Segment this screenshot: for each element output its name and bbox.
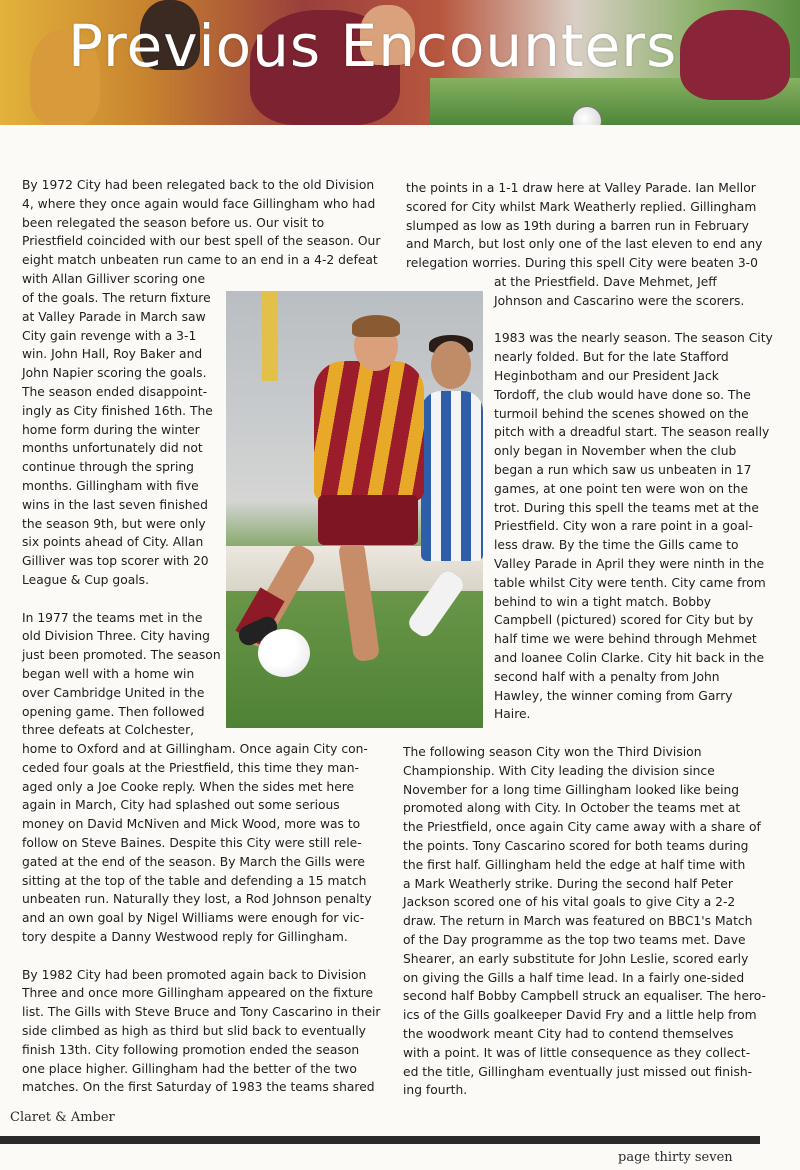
- text-line: the first half. Gillingham held the edge at half time with: [403, 857, 746, 872]
- text-line: months unfortunately did not: [22, 441, 203, 456]
- text-line: one place higher. Gillingham had the better of the two: [22, 1061, 357, 1076]
- text-line: and March, but lost only one of the last eleven to end any: [406, 237, 763, 252]
- text-line: League & Cup goals.: [22, 572, 149, 587]
- text-line: promoted along with City. In October the teams met at: [403, 801, 741, 816]
- text-line: table whilst City were tenth. City came from: [494, 575, 766, 590]
- text-line: The following season City won the Third Division: [403, 745, 702, 759]
- text-line: home to Oxford and at Gillingham. Once again City con-: [22, 742, 368, 756]
- text-line: games, at one point ten were won on the: [494, 481, 749, 496]
- player-hair: [352, 315, 400, 337]
- text-line: and loanee Colin Clarke. City hit back in the: [494, 650, 765, 665]
- text-line: tory despite a Danny Westwood reply for Gillingham.: [22, 929, 348, 944]
- text-line: the points in a 1-1 draw here at Valley Parade. Ian Mellor: [406, 181, 756, 195]
- right-column-bottom: [403, 743, 766, 1100]
- text-line: side climbed as high as third but slid back to eventually: [22, 1023, 366, 1038]
- text-line: Gilliver was top scorer with 20: [22, 554, 209, 569]
- text-line: follow on Steve Baines. Despite this City were still rele-: [22, 835, 362, 850]
- text-line: [494, 311, 773, 330]
- text-line: unbeaten run. Naturally they lost, a Rod Johnson penalty: [22, 892, 372, 907]
- left-column-narrow: [22, 289, 221, 740]
- text-line: opening game. Then followed: [22, 704, 205, 719]
- text-line: money on David McNiven and Mick Wood, more was to: [22, 817, 361, 832]
- text-line: over Cambridge United in the: [22, 685, 205, 700]
- text-line: gated at the end of the season. By March the Gills were: [22, 854, 365, 869]
- footer-divider: [0, 1136, 760, 1144]
- text-line: the Priestfield, once again City came away with a share of: [403, 820, 761, 835]
- text-line: aged only a Joe Cooke reply. When the sides met here: [22, 779, 355, 794]
- text-line: November for a long time Gillingham looked like being: [403, 782, 740, 797]
- right-column-top: [406, 179, 762, 273]
- text-line: three defeats at Colchester,: [22, 723, 195, 738]
- text-line: of the goals. The return fixture: [22, 291, 211, 305]
- text-line: of the Day programme as the top two teams met. Dave: [403, 932, 746, 947]
- text-line: finish 13th. City following promotion ended the season: [22, 1042, 360, 1057]
- text-line: behind to win a tight match. Bobby: [494, 594, 712, 609]
- text-line: at the Priestfield. Dave Mehmet, Jeff: [494, 275, 717, 289]
- text-line: with a point. It was of little consequence as they collect-: [403, 1045, 751, 1060]
- text-line: slumped as low as 19th during a barren run in February: [406, 218, 749, 233]
- opponent-head: [431, 341, 471, 389]
- page-number: page thirty seven: [618, 1150, 733, 1165]
- text-line: win. John Hall, Roy Baker and: [22, 347, 203, 362]
- text-line: ics of the Gills goalkeeper David Fry and a little help from: [403, 1008, 757, 1023]
- text-line: been relegated the season before us. Our visit to: [22, 215, 325, 230]
- text-line: less draw. By the time the Gills came to: [494, 538, 739, 553]
- opponent-shirt: [421, 391, 483, 561]
- text-line: began a run which saw us unbeaten in 17: [494, 462, 752, 477]
- text-line: the season 9th, but were only: [22, 516, 206, 531]
- player-photo: [226, 291, 483, 728]
- text-line: Haire.: [494, 707, 531, 722]
- text-line: draw. The return in March was featured on BBC1's Match: [403, 914, 753, 929]
- text-line: Hawley, the winner coming from Garry: [494, 688, 733, 703]
- text-line: Priestfield coincided with our best spell of the season. Our: [22, 234, 381, 249]
- text-line: By 1972 City had been relegated back to the old Division: [22, 178, 375, 192]
- text-line: ceded four goals at the Priestfield, this time they man-: [22, 760, 359, 775]
- football: [258, 629, 310, 677]
- text-line: City gain revenge with a 3-1: [22, 328, 197, 343]
- left-column-top: [22, 176, 380, 289]
- text-line: trot. During this spell the teams met at the: [494, 500, 759, 515]
- text-line: Campbell (pictured) scored for City but by: [494, 613, 754, 628]
- text-line: By 1982 City had been promoted again back to Division: [22, 967, 367, 982]
- text-line: Championship. With City leading the division since: [403, 763, 715, 778]
- text-line: Heginbotham and our President Jack: [494, 368, 719, 383]
- text-line: home form during the winter: [22, 422, 200, 437]
- text-line: the woodwork meant City had to contend themselves: [403, 1026, 734, 1041]
- text-line: scored for City whilst Mark Weatherly replied. Gillingham: [406, 199, 757, 214]
- text-line: six points ahead of City. Allan: [22, 535, 204, 550]
- text-line: The season ended disappoint-: [22, 384, 208, 399]
- text-line: second half with a penalty from John: [494, 669, 720, 684]
- text-line: wins in the last seven finished: [22, 497, 208, 512]
- text-line: list. The Gills with Steve Bruce and Tony Cascarino in their: [22, 1005, 381, 1020]
- text-line: [22, 590, 221, 609]
- text-line: again in March, City had splashed out some serious: [22, 798, 340, 813]
- text-line: relegation worries. During this spell City were beaten 3-0: [406, 256, 758, 271]
- player-figure: [680, 10, 790, 100]
- text-line: at Valley Parade in March saw: [22, 309, 206, 324]
- player-shorts: [318, 495, 418, 545]
- text-line: 1983 was the nearly season. The season City: [494, 331, 773, 346]
- text-line: and an own goal by Nigel Williams were enough for vic-: [22, 911, 365, 926]
- text-line: Johnson and Cascarino were the scorers.: [494, 293, 745, 308]
- text-line: ed the title, Gillingham eventually just missed out finish-: [403, 1064, 753, 1079]
- text-line: a Mark Weatherly strike. During the second half Peter: [403, 876, 733, 891]
- text-line: matches. On the first Saturday of 1983 the teams shared: [22, 1080, 375, 1095]
- text-line: continue through the spring: [22, 460, 194, 475]
- goalpost: [262, 291, 278, 381]
- page-title: Previous Encounters: [68, 12, 678, 80]
- text-line: months. Gillingham with five: [22, 478, 199, 493]
- text-line: sitting at the top of the table and defending a 15 match: [22, 873, 367, 888]
- player-shirt: [314, 361, 424, 501]
- text-line: the points. Tony Cascarino scored for both teams during: [403, 838, 749, 853]
- text-line: 4, where they once again would face Gillingham who had: [22, 196, 376, 211]
- text-line: Valley Parade in April they were ninth in the: [494, 556, 765, 571]
- text-line: Shearer, an early substitute for John Leslie, scored early: [403, 951, 749, 966]
- text-line: half time we were behind through Mehmet: [494, 632, 757, 647]
- right-column-narrow: [494, 273, 773, 724]
- text-line: just been promoted. The season: [22, 648, 221, 663]
- header-banner: [0, 0, 800, 125]
- text-line: Jackson scored one of his vital goals to give City a 2-2: [403, 895, 736, 910]
- text-line: Priestfield. City won a rare point in a goal-: [494, 519, 753, 534]
- text-line: [22, 947, 380, 966]
- text-line: In 1977 the teams met in the: [22, 610, 203, 625]
- text-line: pitch with a dreadful start. The season really: [494, 425, 770, 440]
- text-line: second half Bobby Campbell struck an equaliser. The hero-: [403, 989, 766, 1004]
- text-line: John Napier scoring the goals.: [22, 366, 207, 381]
- text-line: Tordoff, the club would have done so. The: [494, 387, 751, 402]
- text-line: turmoil behind the scenes showed on the: [494, 406, 749, 421]
- text-line: only began in November when the club: [494, 444, 737, 459]
- text-line: old Division Three. City having: [22, 629, 210, 644]
- text-line: eight match unbeaten run came to an end in a 4-2 defeat: [22, 253, 378, 268]
- text-line: began well with a home win: [22, 666, 195, 681]
- text-line: Three and once more Gillingham appeared on the fixture: [22, 986, 374, 1001]
- text-line: ing fourth.: [403, 1083, 468, 1098]
- left-column-bottom: [22, 740, 380, 1097]
- text-line: nearly folded. But for the late Stafford: [494, 350, 729, 365]
- text-line: with Allan Gilliver scoring one: [22, 271, 206, 286]
- text-line: on giving the Gills a half time lead. In a fairly one-sided: [403, 970, 745, 985]
- publication-name: Claret & Amber: [10, 1110, 115, 1125]
- text-line: ingly as City finished 16th. The: [22, 403, 213, 418]
